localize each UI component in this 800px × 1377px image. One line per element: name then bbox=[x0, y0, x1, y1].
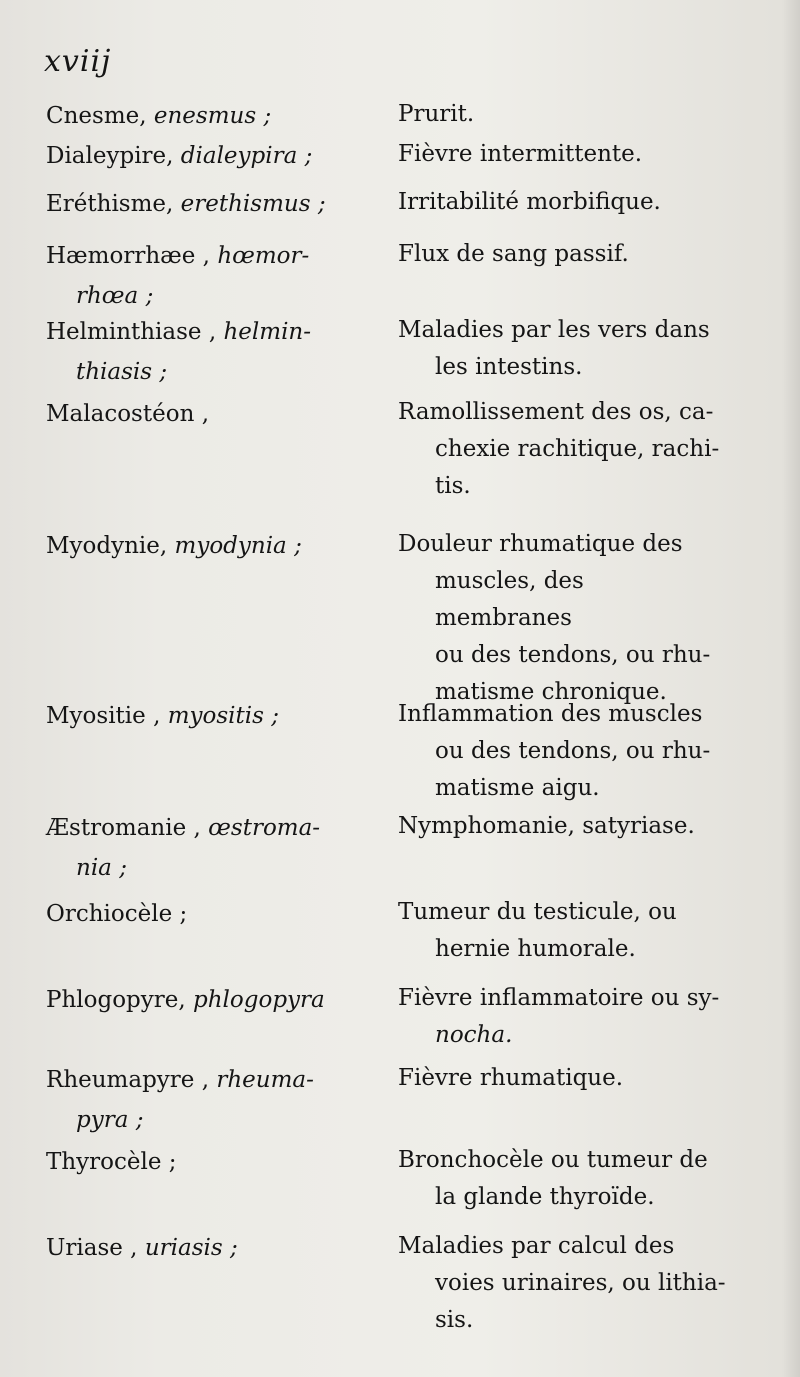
entry-term: Eréthisme, erethismus ; bbox=[46, 191, 326, 217]
entry-term: Myositie , myositis ; bbox=[46, 703, 279, 729]
entry-term: Malacostéon , bbox=[46, 401, 210, 427]
entry-definition: Flux de sang passif. bbox=[398, 241, 629, 267]
entry-definition: Fièvre intermittente. bbox=[398, 141, 643, 167]
entry-term: Phlogopyre, phlogopyra bbox=[46, 987, 325, 1013]
entry-definition: Prurit. bbox=[398, 101, 475, 127]
entry-term: Uriase , uriasis ; bbox=[46, 1235, 238, 1261]
page-edge-shadow bbox=[782, 0, 800, 1377]
entry-definition: Tumeur du testicule, ou hernie humorale. bbox=[398, 899, 677, 962]
entry-term: Hæmorrhæe , hœmor- rhœa ; bbox=[46, 243, 310, 309]
entry-term: Thyrocèle ; bbox=[46, 1149, 177, 1175]
entry-term: Dialeypire, dialeypira ; bbox=[46, 143, 313, 169]
entry-definition: Ramollissement des os, ca- chexie rachitique, rachi- tis. bbox=[398, 399, 720, 499]
entry-definition: Maladies par calcul des voies urinaires, ou lithia- sis. bbox=[398, 1233, 726, 1333]
entry-term: Helminthiase , helmin- thiasis ; bbox=[46, 319, 312, 385]
entry-term: Æstromanie , œstroma- nia ; bbox=[46, 815, 321, 881]
entry-definition: Fièvre rhumatique. bbox=[398, 1065, 624, 1091]
entry-definition: Bronchocèle ou tumeur de la glande thyroïde. bbox=[398, 1147, 708, 1210]
entry-definition: Inflammation des muscles ou des tendons, ou rhu- matisme aigu. bbox=[398, 701, 711, 801]
entry-definition: Irritabilité morbifique. bbox=[398, 189, 661, 215]
page-folio: xviij bbox=[44, 44, 112, 79]
entry-definition: Fièvre inflammatoire ou sy- nocha. bbox=[398, 985, 720, 1048]
entry-term: Orchiocèle ; bbox=[46, 901, 188, 927]
entry-term: Myodynie, myodynia ; bbox=[46, 533, 302, 559]
entry-definition: Maladies par les vers dans les intestins. bbox=[398, 317, 710, 380]
entry-definition: Douleur rhumatique des muscles, des membranes ou des tendons, ou rhu- matisme chronique. bbox=[398, 531, 711, 705]
entry-definition: Nymphomanie, satyriase. bbox=[398, 813, 695, 839]
entry-term: Cnesme, enesmus ; bbox=[46, 103, 272, 129]
entry-term: Rheumapyre , rheuma- pyra ; bbox=[46, 1067, 314, 1133]
